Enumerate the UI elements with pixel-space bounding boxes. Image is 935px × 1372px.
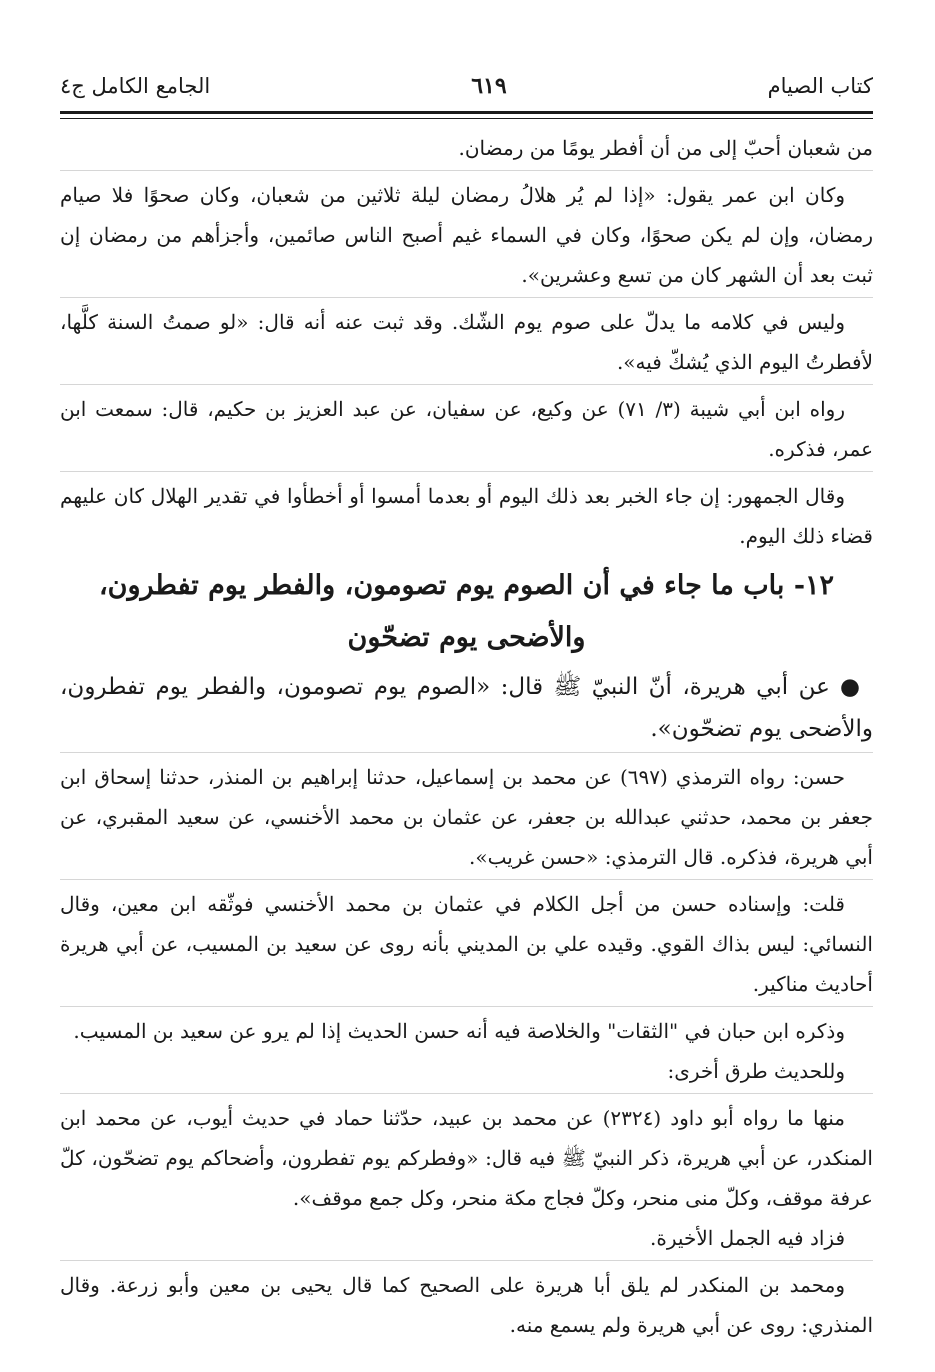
book-section-title: كتاب الصيام [767,74,873,98]
paragraph: حسن: رواه الترمذي (٦٩٧) عن محمد بن إسماعيل، حدثنا إبراهيم بن المنذر، حدثنا إسحاق ابن جعفر بن محمد، حدثني عبدالله بن جعفر، عن عثمان بن محمد الأخنسي، عن سعيد المقبري، عن أبي هريرة، فذكره. قال الترمذي: «حسن غريب». [60,752,873,877]
paragraph: من شعبان أحبّ إلى من أن أفطر يومًا من رمضان. [458,136,873,160]
header-rule-thin [60,118,873,119]
volume-title: الجامع الكامل ج٤ [60,74,211,98]
header-rule-thick [60,111,873,114]
paragraph: وذكره ابن حبان في "الثقات" والخلاصة فيه أنه حسن الحديث إذا لم يرو عن سعيد بن المسيب. [60,1006,873,1051]
page-body [60,128,873,1345]
paragraph: قلت: وإسناده حسن من أجل الكلام في عثمان بن محمد الأخنسي فوثّقه ابن معين، وقال النسائي: ليس بذاك القوي. وقيده علي بن المديني بأنه روى عن سعيد بن المسيب، عن أبي هريرة أحاديث مناكير. [60,879,873,1004]
hadith-text [60,666,873,750]
chapter-heading-line: والأضحى يوم تضحّون [347,622,586,653]
paragraph: منها ما رواه أبو داود (٢٣٢٤) عن محمد بن عبيد، حدّثنا حماد في حديث أيوب، عن محمد ابن المنكدر، عن أبي هريرة، ذكر النبيّ ﷺ فيه قال: «وفطركم يوم تفطرون، وأضحاكم يوم تضحّون، كلّ عرفة موقف، وكلّ منى منحر، وكلّ فجاج مكة منحر، وكل جمع موقف». [60,1093,873,1218]
paragraph: وللحديث طرق أخرى: [667,1059,845,1083]
bullet-icon: ● [839,673,864,700]
paragraph: وكان ابن عمر يقول: «إذا لم يُر هلالُ رمضان ليلة ثلاثين من شعبان، وكان صحوًا فلا صيام رمضان، وإن لم يكن صحوًا، وكان في السماء غيم أصبح الناس صائمين، وأجزأهم من رمضان إن ثبت بعد أن الشهر كان من تسع وعشرين». [60,170,873,295]
paragraph: وليس في كلامه ما يدلّ على صوم يوم الشّك. وقد ثبت عنه أنه قال: «لو صمتُ السنة كلَّها، لأفطرتُ اليوم الذي يُشكّ فيه». [60,297,873,382]
paragraph: ومحمد بن المنكدر لم يلق أبا هريرة على الصحيح كما قال يحيى بن معين وأبو زرعة. وقال المنذري: روى عن أبي هريرة ولم يسمع منه. [60,1260,873,1345]
chapter-heading [60,560,873,664]
paragraph: رواه ابن أبي شيبة (٣/ ٧١) عن وكيع، عن سفيان، عن عبد العزيز بن حكيم، قال: سمعت ابن عمر، فذكره. [60,384,873,469]
chapter-heading-line: ١٢- باب ما جاء في أن الصوم يوم تصومون، والفطر يوم تفطرون، [98,570,835,601]
paragraph: وقال الجمهور: إن جاء الخبر بعد ذلك اليوم أو بعدما أمسوا أو أخطأوا في تقدير الهلال كان عليهم قضاء ذلك اليوم. [60,471,873,556]
hadith-body: عن أبي هريرة، أنّ النبيّ ﷺ قال: «الصوم يوم تصومون، والفطر يوم تفطرون، والأضحى يوم تضحّون». [60,674,873,742]
paragraph: فزاد فيه الجمل الأخيرة. [650,1226,845,1250]
running-header [60,60,873,112]
page-number: ٦١٩ [471,73,507,99]
